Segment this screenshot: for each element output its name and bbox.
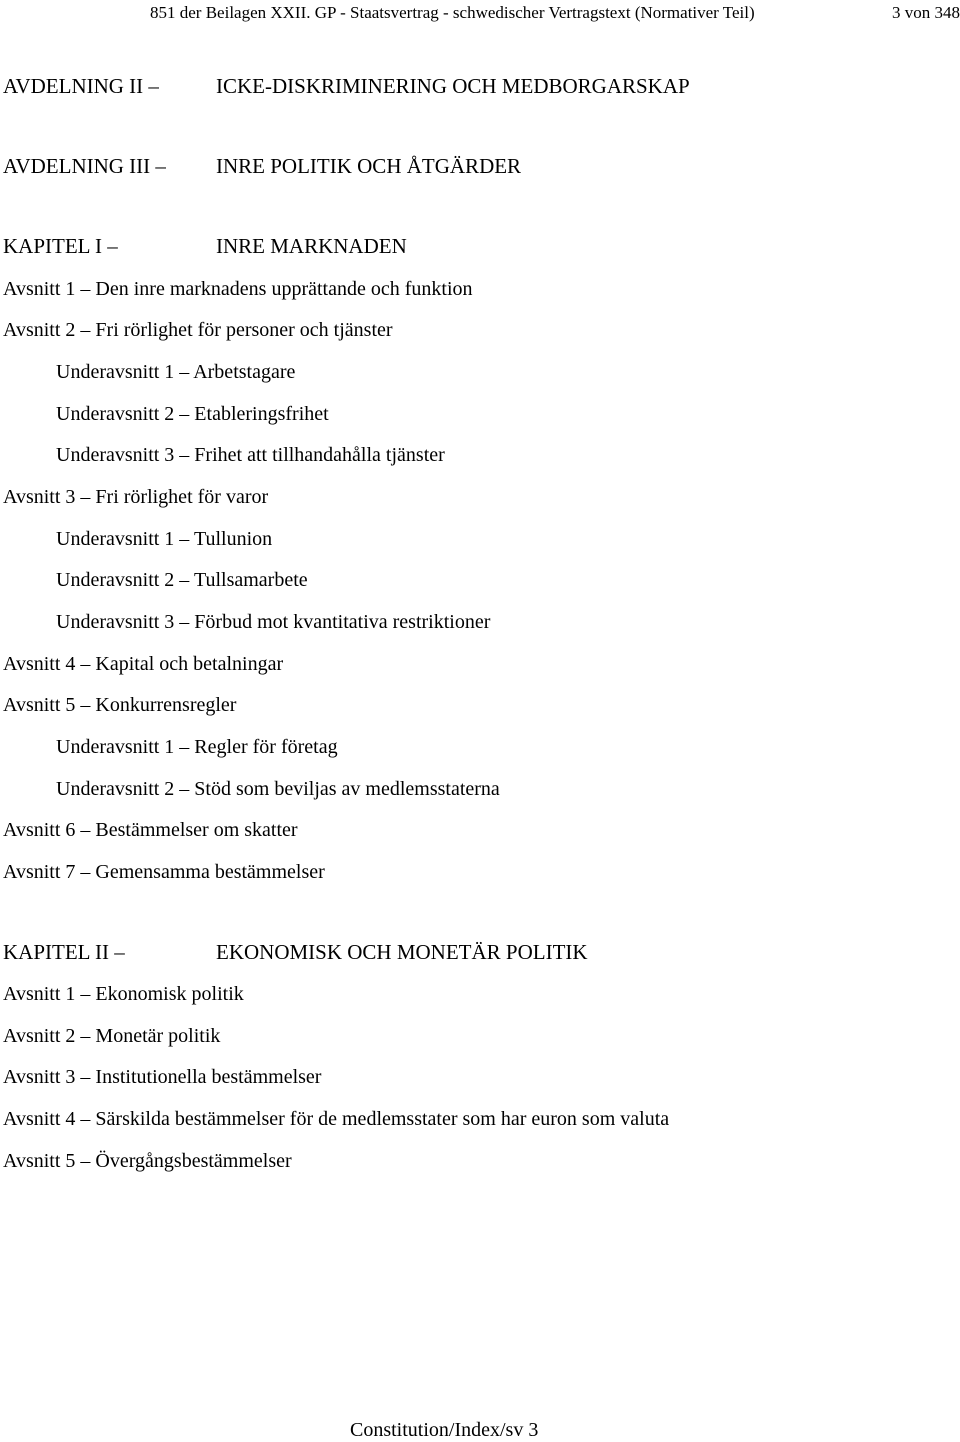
toc-item: Avsnitt 4 – Särskilda bestämmelser för de medlemsstater som har euron som valuta xyxy=(3,1108,670,1130)
toc-item: Avsnitt 7 – Gemensamma bestämmelser xyxy=(3,861,325,883)
kapitel-ii-title: EKONOMISK OCH MONETÄR POLITIK xyxy=(216,940,588,964)
toc-item: Avsnitt 3 – Institutionella bestämmelser xyxy=(3,1066,322,1088)
kapitel-i-title: INRE MARKNADEN xyxy=(216,234,407,258)
page-number: 3 von 348 xyxy=(892,3,960,22)
header-title: 851 der Beilagen XXII. GP - Staatsvertrag - schwedischer Vertragstext (Normativer Teil) xyxy=(150,3,755,22)
toc-subitem: Underavsnitt 3 – Förbud mot kvantitativa restriktioner xyxy=(56,611,491,633)
avdelning-ii-label: AVDELNING II – xyxy=(3,74,159,98)
toc-subitem: Underavsnitt 3 – Frihet att tillhandahålla tjänster xyxy=(56,444,445,466)
toc-item: Avsnitt 1 – Ekonomisk politik xyxy=(3,983,244,1005)
toc-item: Avsnitt 5 – Konkurrensregler xyxy=(3,694,237,716)
toc-subitem: Underavsnitt 1 – Regler för företag xyxy=(56,736,338,758)
toc-subitem: Underavsnitt 1 – Tullunion xyxy=(56,528,273,550)
avdelning-ii-title: ICKE-DISKRIMINERING OCH MEDBORGARSKAP xyxy=(216,74,690,98)
kapitel-ii-label: KAPITEL II – xyxy=(3,940,125,964)
toc-subitem: Underavsnitt 1 – Arbetstagare xyxy=(56,361,296,383)
toc-item: Avsnitt 2 – Fri rörlighet för personer och tjänster xyxy=(3,319,393,341)
toc-subitem: Underavsnitt 2 – Stöd som beviljas av medlemsstaterna xyxy=(56,778,500,800)
toc-item: Avsnitt 4 – Kapital och betalningar xyxy=(3,653,284,675)
toc-subitem: Underavsnitt 2 – Etableringsfrihet xyxy=(56,403,329,425)
avdelning-iii-title: INRE POLITIK OCH ÅTGÄRDER xyxy=(216,154,522,178)
toc-item: Avsnitt 6 – Bestämmelser om skatter xyxy=(3,819,298,841)
toc-item: Avsnitt 5 – Övergångsbestämmelser xyxy=(3,1150,292,1172)
page-header xyxy=(0,0,960,30)
page-footer: Constitution/Index/sv 3 xyxy=(350,1419,539,1441)
kapitel-i-label: KAPITEL I – xyxy=(3,234,118,258)
avdelning-iii-label: AVDELNING III – xyxy=(3,154,166,178)
toc-subitem: Underavsnitt 2 – Tullsamarbete xyxy=(56,569,308,591)
toc-item: Avsnitt 2 – Monetär politik xyxy=(3,1025,221,1047)
toc-item: Avsnitt 3 – Fri rörlighet för varor xyxy=(3,486,269,508)
toc-item: Avsnitt 1 – Den inre marknadens upprättande och funktion xyxy=(3,278,473,300)
